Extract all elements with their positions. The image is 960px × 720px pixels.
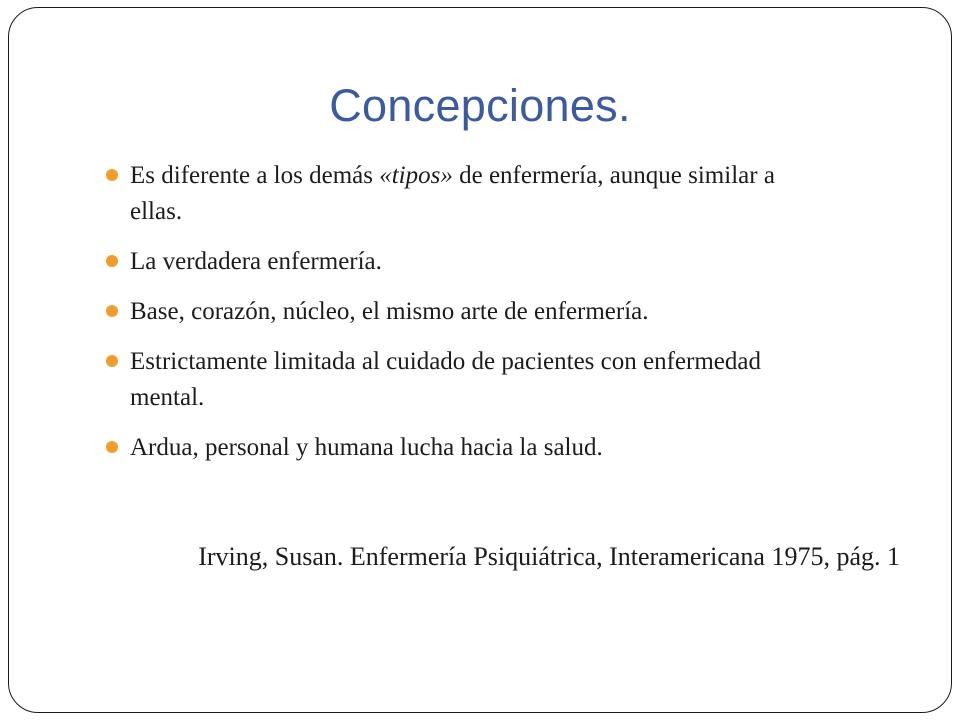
slide-title: Concepciones. — [329, 80, 631, 131]
bullet-item — [106, 244, 826, 280]
bullet-item — [106, 430, 826, 466]
bullet-item — [106, 294, 826, 330]
bullet-text-before: Es diferente a los demás — [130, 162, 380, 189]
bullet-text: La verdadera enfermería. — [130, 248, 382, 275]
bullet-text: Base, corazón, núcleo, el mismo arte de enfermería. — [130, 298, 649, 325]
bullet-text: Estrictamente limitada al cuidado de pacientes con enfermedad mental. — [130, 348, 761, 411]
citation: Irving, Susan. Enfermería Psiquiátrica, Interamericana 1975, pág. 1 — [198, 542, 900, 571]
bullet-dot-icon — [106, 305, 118, 317]
bullet-dot-icon — [106, 169, 118, 181]
bullet-dot-icon — [106, 355, 118, 367]
bullet-dot-icon — [106, 441, 118, 453]
bullet-text: Ardua, personal y humana lucha hacia la salud. — [130, 434, 603, 461]
bullet-item — [106, 344, 826, 416]
bullet-text-after: de enfermería, aunque similar a ellas. — [130, 162, 775, 225]
bullet-list — [106, 158, 826, 480]
bullet-text-emphasis: «tipos» — [379, 162, 453, 189]
bullet-dot-icon — [106, 255, 118, 267]
bullet-item — [106, 158, 826, 230]
